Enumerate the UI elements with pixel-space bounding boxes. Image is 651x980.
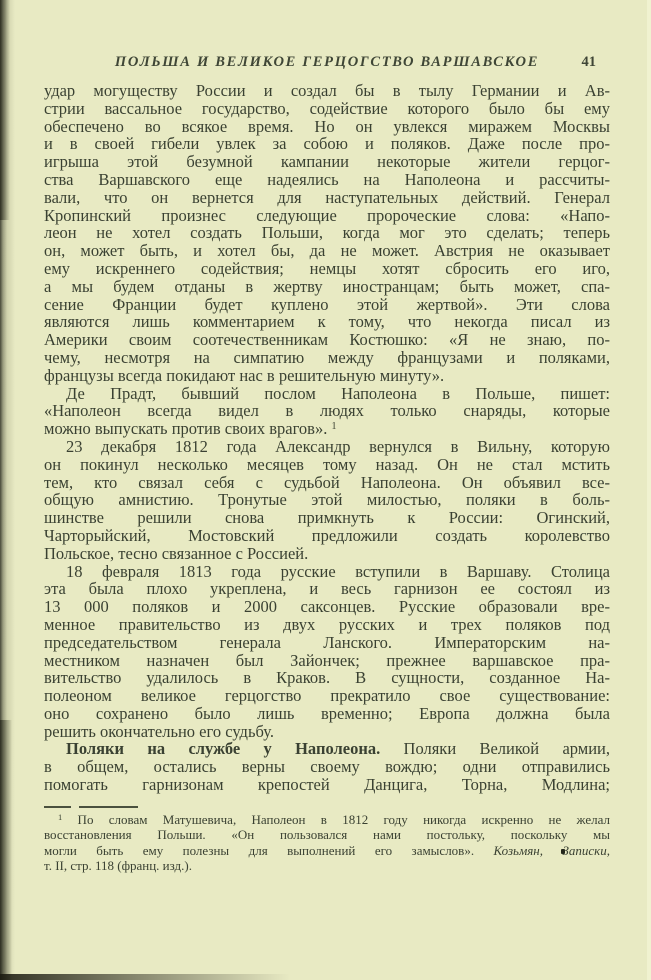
text-segment: решить окончательно его судьбу.: [44, 721, 274, 741]
footnote-marker: 1: [58, 812, 63, 822]
text-segment: удар могуществу России и создал бы в тылу Германии и Ав-: [44, 81, 610, 100]
text-segment: председательством генерала Ланского. Императорским на-: [44, 632, 610, 652]
text-line: [44, 242, 610, 260]
text-line: [44, 171, 610, 189]
text-segment: полеоном великое герцогство прекратило свое существование:: [44, 686, 610, 706]
text-line: [44, 438, 610, 456]
text-line: [44, 331, 610, 349]
text-line: [44, 527, 610, 545]
text-line: [44, 118, 610, 136]
text-line: [44, 456, 610, 474]
text-segment: Поляки Великой армии,: [380, 739, 610, 759]
text-segment: помогать гарнизонам крепостей Данцига, Торна, Модлина;: [44, 775, 610, 795]
text-segment: являются лишь комментарием к тому, что некогда писал из: [44, 312, 610, 332]
text-line: [44, 687, 610, 705]
text-line: [44, 100, 610, 118]
text-line: [44, 634, 610, 652]
text-line: [44, 545, 610, 563]
text-segment: он покинул несколько месяцев тому назад. Он не стал мстить: [44, 454, 610, 474]
text-line: [44, 260, 610, 278]
text-line: [44, 207, 610, 225]
footnote-line: [44, 858, 610, 873]
scan-shadow-bottom-edge: [0, 974, 330, 980]
text-line: [44, 563, 610, 581]
text-segment: 18 февраля 1813 года русские вступили в Варшаву. Столица: [66, 561, 610, 581]
body-text: [44, 82, 610, 794]
text-segment: ства Варшавского еще надеялись на Наполеона и рассчиты-: [44, 169, 610, 189]
text-line: [44, 135, 610, 153]
text-segment: 23 декабря 1812 года Александр вернулся в Вильну, которую: [66, 436, 610, 456]
text-segment: в общем, остались верны своему вождю; одни отправились: [44, 757, 610, 777]
scan-shadow-bottom-left: [0, 720, 12, 980]
footnote-marker: 1: [331, 421, 337, 433]
text-segment: Польское, тесно связанное с Россией.: [44, 543, 309, 563]
text-segment: ему искреннего содействия; немцы хотят сбросить его иго,: [44, 258, 610, 278]
paragraph: [44, 438, 610, 563]
text-segment: 13 000 поляков и 2000 саксонцев. Русские образовали вре-: [44, 597, 610, 617]
text-segment: Кропинский произнес следующие пророческие слова: «Напо-: [44, 205, 610, 225]
footnote-separator: [44, 806, 138, 808]
text-segment: он, может быть, и хотел бы, да не может. Австрия не оказывает: [44, 241, 610, 261]
running-header: [44, 54, 610, 72]
text-line: [44, 474, 610, 492]
section-heading: Поляки на службе у Наполеона.: [66, 739, 381, 759]
text-segment: «Наполеон всегда видел в людях только снаряды, которые: [44, 401, 610, 421]
scan-shadow-top-left: [0, 0, 10, 220]
text-segment: можно выпускать против своих врагов».: [44, 419, 332, 439]
text-segment: обеспечено во всякое время. Но он увлекся миражем Москвы: [44, 116, 610, 136]
running-header-title: ПОЛЬША И ВЕЛИКОЕ ГЕРЦОГСТВО ВАРШАВСКОЕ: [114, 54, 540, 70]
text-line: [44, 402, 610, 420]
text-segment: леон не хотел создать Польши, когда мог это сделать; теперь: [44, 223, 610, 243]
text-segment: оно сохранено было лишь временно; Европа должна была: [44, 703, 610, 723]
text-segment: эта была плохо укреплена, и весь гарнизон ее состоял из: [44, 579, 610, 599]
text-segment: чему, несмотря на симпатию между французами и поляками,: [44, 347, 610, 367]
text-segment: общую амнистию. Тронутые этой милостью, поляки в боль-: [44, 490, 610, 510]
paragraph: [44, 563, 610, 741]
text-line: [44, 278, 610, 296]
text-line: [44, 313, 610, 331]
page-number: 41: [581, 54, 596, 70]
footnote-line: [44, 812, 610, 827]
footnote: [44, 812, 610, 873]
text-segment: сение Франции будет куплено этой жертвой». Эти слова: [44, 294, 610, 314]
text-line: [44, 669, 610, 687]
text-line: [44, 224, 610, 242]
text-line: [44, 758, 610, 776]
text-line: [44, 652, 610, 670]
text-line: [44, 616, 610, 634]
text-segment: т. II, стр. 118 (франц. изд.).: [44, 857, 192, 873]
text-segment: Америки своим соотечественникам Костюшко: «Я не знаю, по-: [44, 330, 610, 350]
text-segment: шинстве решили снова примкнуть к России: Огинский,: [44, 508, 610, 528]
footnote-line: [44, 827, 610, 842]
text-line: [44, 776, 610, 794]
text-line: [44, 740, 610, 758]
text-line: [44, 296, 610, 314]
text-line: [44, 153, 610, 171]
text-line: [44, 349, 610, 367]
text-segment: вали, что он вернется для наступательных действий. Генерал: [44, 187, 610, 207]
scan-highlight-right-edge: [647, 0, 651, 980]
text-segment: местником назначен был Зайончек; прежнее варшавское пра-: [44, 650, 610, 670]
text-segment: Козьмян, Записки,: [493, 842, 610, 858]
text-line: [44, 705, 610, 723]
text-segment: восстановления Польши. «Он пользовался нами постольку, поскольку мы: [44, 827, 610, 843]
text-line: [44, 723, 610, 741]
text-segment: Де Прадт, бывший послом Наполеона в Польше, пишет:: [66, 383, 610, 403]
text-segment: игрыша этой безумной кампании некоторые жители герцог-: [44, 152, 610, 172]
text-line: [44, 580, 610, 598]
text-line: [44, 385, 610, 403]
paragraph: [44, 82, 610, 385]
scan-shadow-left-edge: [0, 0, 15, 980]
text-line: [44, 420, 610, 438]
text-segment: стрии вассальное государство, содействие которого было бы ему: [44, 98, 610, 118]
text-line: [44, 367, 610, 385]
footnote-line: [44, 843, 610, 858]
text-segment: французы всегда покидают нас в решительную минуту».: [44, 365, 445, 385]
text-segment: менное правительство из двух русских и трех поляков под: [44, 614, 610, 634]
text-line: [44, 491, 610, 509]
text-line: [44, 598, 610, 616]
text-segment: По словам Матушевича, Наполеон в 1812 году никогда искренно не желал: [62, 812, 610, 827]
text-segment: тем, кто связал себя с судьбой Наполеона. Он объявил все-: [44, 472, 610, 492]
text-line: [44, 509, 610, 527]
text-segment: а мы будем отданы в жертву иностранцам; быть может, спа-: [44, 276, 610, 296]
paragraph: [44, 740, 610, 793]
text-segment: Чарторыйский, Мостовский предложили создать королевство: [44, 525, 610, 545]
text-line: [44, 82, 610, 100]
text-segment: могли быть ему полезны для выполнений его замыслов».: [44, 842, 494, 858]
text-segment: вительство удалилось в Краков. В сущности, созданное На-: [44, 668, 610, 688]
paragraph: [44, 385, 610, 438]
text-line: [44, 189, 610, 207]
text-segment: и в своей гибели увлек за собою и поляков. Даже после про-: [44, 134, 610, 154]
